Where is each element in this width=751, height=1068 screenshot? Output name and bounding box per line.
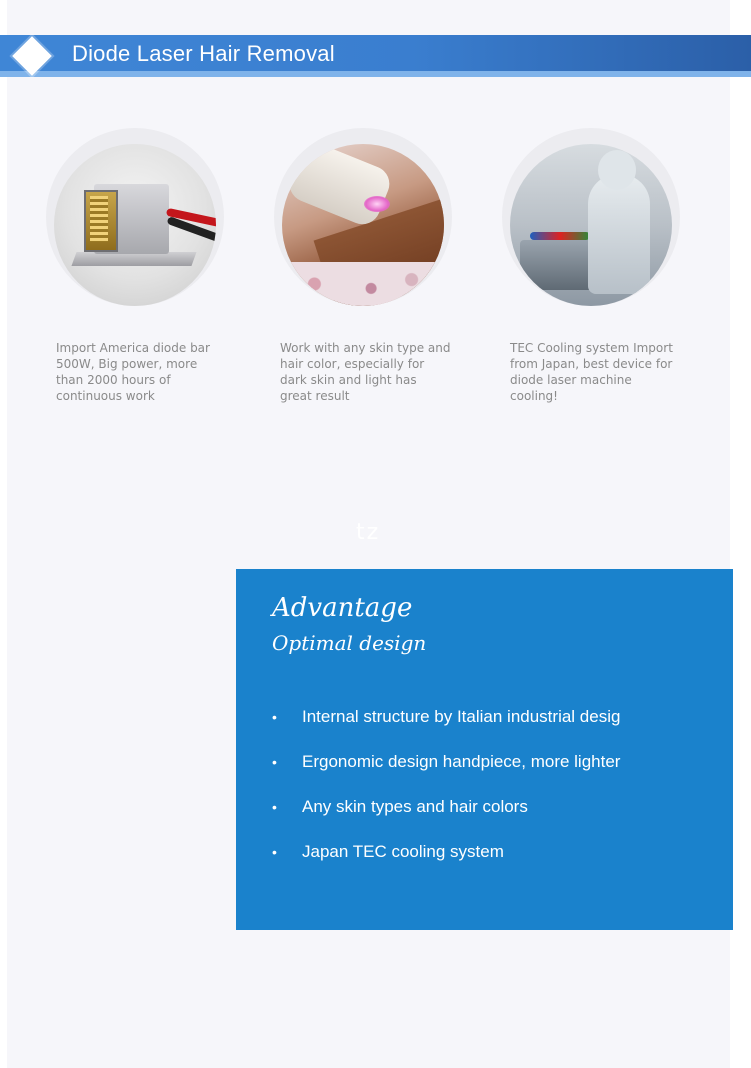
feature-description: Work with any skin type and hair color, especially for dark skin and light has great result xyxy=(280,341,451,403)
list-item-text: Internal structure by Italian industrial desig xyxy=(302,707,621,726)
feature-description: TEC Cooling system Import from Japan, best device for diode laser machine cooling! xyxy=(510,341,673,403)
watermark: tz xyxy=(356,520,381,545)
header-underline xyxy=(0,71,751,77)
bullet-icon: • xyxy=(272,709,277,725)
bullet-icon: • xyxy=(272,844,277,860)
diode-bar-image xyxy=(54,144,216,306)
advantage-subtitle: Optimal design xyxy=(272,631,427,655)
feature-description: Import America diode bar 500W, Big power, more than 2000 hours of continuous work xyxy=(56,341,210,403)
bullet-icon: • xyxy=(272,799,277,815)
advantage-title: Advantage xyxy=(272,593,413,623)
list-item-text: Japan TEC cooling system xyxy=(302,842,504,861)
advantage-panel xyxy=(236,569,733,930)
handpiece-skin-image xyxy=(282,144,444,306)
list-item-text: Any skin types and hair colors xyxy=(302,797,528,816)
page-title: Diode Laser Hair Removal xyxy=(72,41,335,66)
factory-worker-image xyxy=(510,144,672,306)
list-item-text: Ergonomic design handpiece, more lighter xyxy=(302,752,621,771)
bullet-icon: • xyxy=(272,754,277,770)
